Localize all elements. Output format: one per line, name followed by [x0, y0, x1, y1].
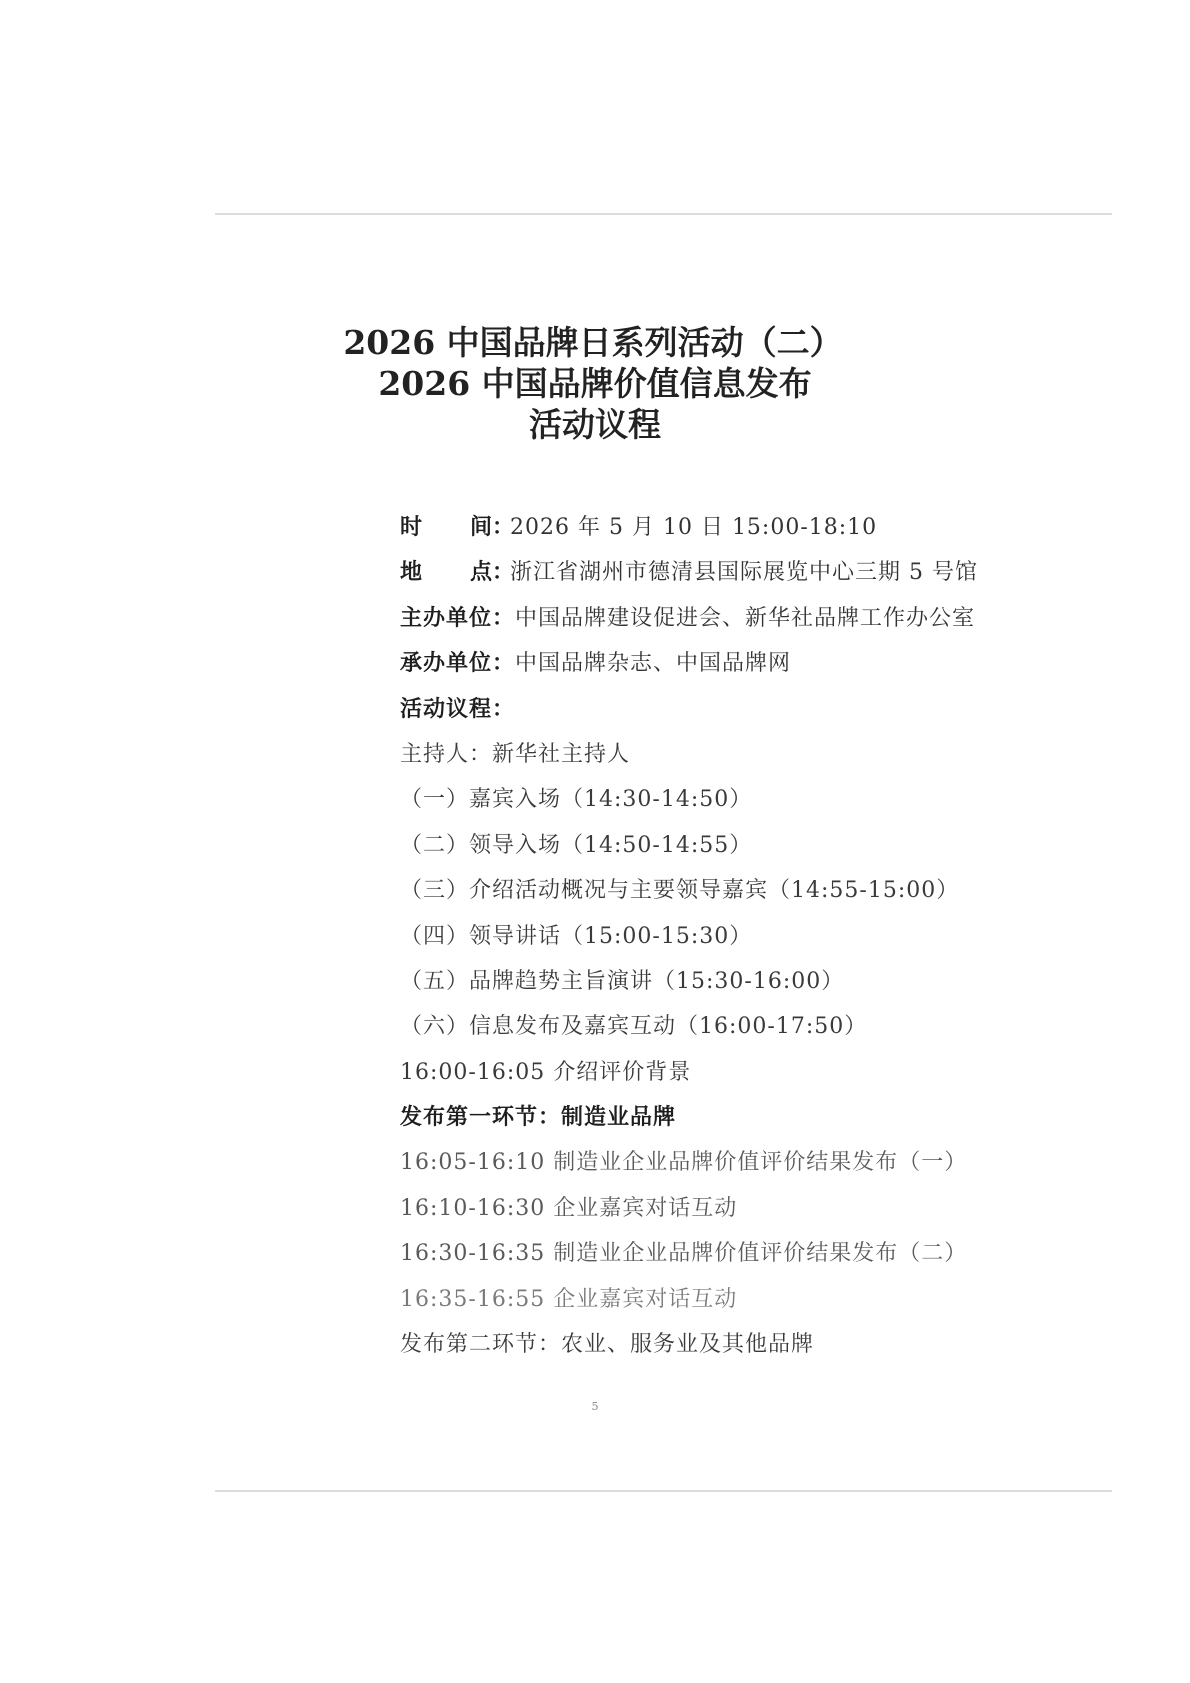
time-row: [400, 505, 1020, 550]
host-org-row: [400, 596, 1020, 641]
agenda-item: （三）介绍活动概况与主要领导嘉宾（14:55-15:00）: [400, 878, 960, 904]
host-org-label: 主办单位：: [400, 605, 516, 631]
page-number: 5: [591, 1400, 599, 1413]
agenda-item: （二）领导入场（14:50-14:55）: [400, 832, 753, 858]
section1-heading: 发布第一环节：制造业品牌: [400, 1105, 677, 1131]
document-title: [0, 322, 1190, 445]
organizer-label: 承办单位：: [400, 651, 516, 677]
section1-item: 16:05-16:10 制造业企业品牌价值评价结果发布（一）: [400, 1150, 968, 1176]
section2-heading: 发布第二环节：农业、服务业及其他品牌: [400, 1332, 815, 1358]
agenda-item: （一）嘉宾入场（14:30-14:50）: [400, 787, 753, 813]
place-value: 浙江省湖州市德清县国际展览中心三期 5 号馆: [510, 560, 978, 586]
section1-item: 16:10-16:30 企业嘉宾对话互动: [400, 1195, 738, 1221]
host-org-value: 中国品牌建设促进会、新华社品牌工作办公室: [515, 605, 976, 631]
title-line-2: 2026 中国品牌价值信息发布: [378, 364, 812, 403]
title-line-1: 2026 中国品牌日系列活动（二）: [343, 323, 843, 362]
agenda-item: （五）品牌趋势主旨演讲（15:30-16:00）: [400, 968, 845, 994]
organizer-value: 中国品牌杂志、中国品牌网: [515, 651, 792, 677]
time-label: 时 间：: [400, 515, 515, 540]
intro-line: 16:00-16:05 介绍评价背景: [400, 1059, 692, 1085]
top-divider: [215, 213, 1112, 215]
agenda-body: [400, 505, 1020, 1367]
agenda-item: （四）领导讲话（15:00-15:30）: [400, 923, 753, 949]
time-value: 2026 年 5 月 10 日 15:00-18:10: [510, 515, 878, 540]
host-line: 主持人：新华社主持人: [400, 741, 631, 767]
place-row: [400, 550, 1020, 595]
place-label: 地 点：: [400, 560, 515, 586]
agenda-heading: 活动议程：: [400, 696, 516, 722]
organizer-row: [400, 641, 1020, 686]
section1-item: 16:30-16:35 制造业企业品牌价值评价结果发布（二）: [400, 1241, 968, 1267]
title-line-3: 活动议程: [529, 405, 661, 444]
section1-item: 16:35-16:55 企业嘉宾对话互动: [400, 1286, 738, 1312]
agenda-item: （六）信息发布及嘉宾互动（16:00-17:50）: [400, 1014, 868, 1040]
bottom-divider: [215, 1490, 1112, 1492]
